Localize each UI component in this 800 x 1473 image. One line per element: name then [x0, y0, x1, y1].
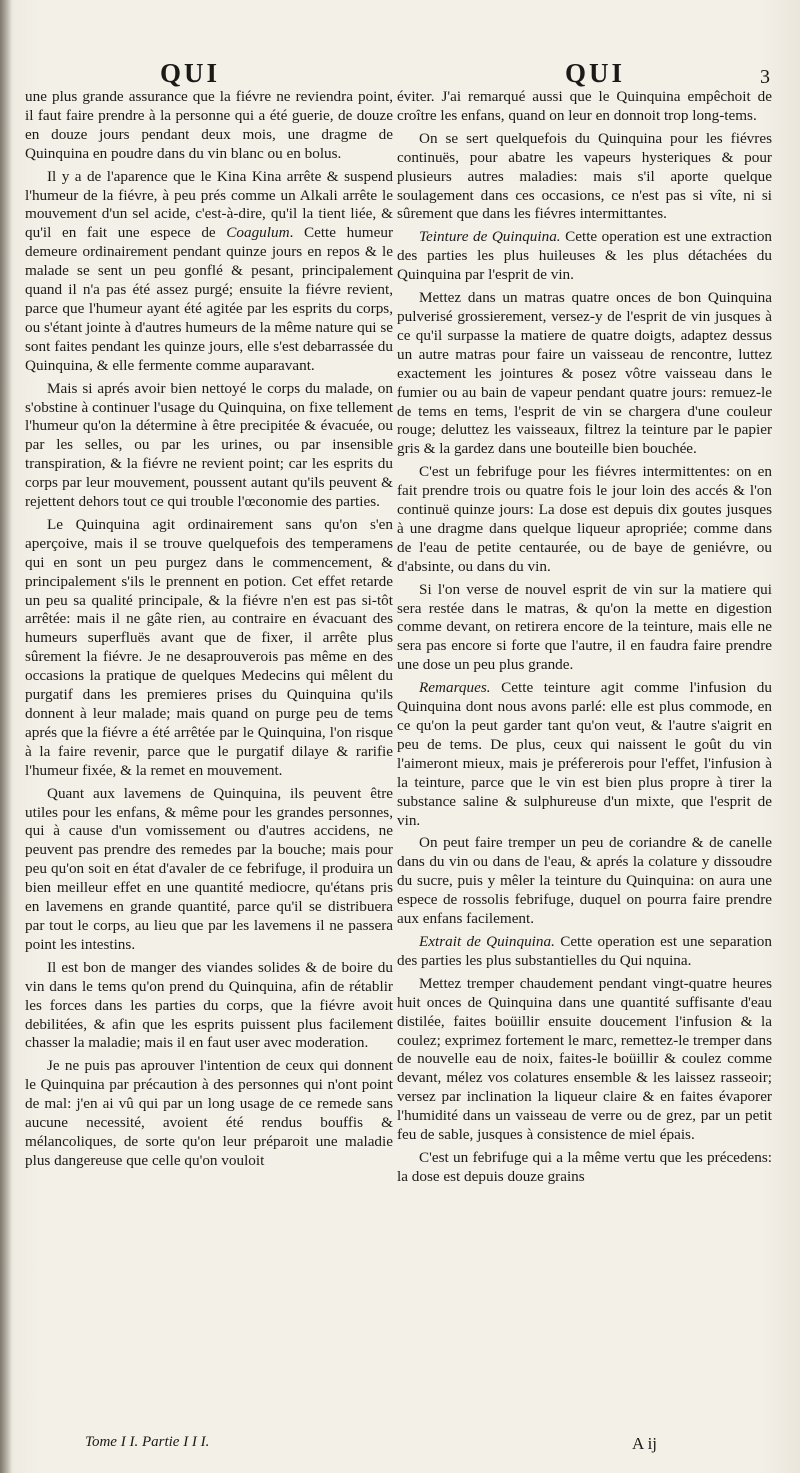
- paragraph: une plus grande assurance que la fiévre ne reviendra point, il faut faire prendre à la personne qui a été guerie, de douze en douze jours pendant deux mois, une dragme de Quinquina en poudre dans du vin blanc ou en bolus.: [25, 88, 393, 162]
- latin-term: Coagulum: [226, 224, 290, 242]
- right-column: [397, 88, 772, 1191]
- section-remarques: Remarques. Cette teinture agit comme l'infusion du Quinquina dont nous avons parlé: elle est plus commode, en ce qu'on la peut garder tant qu'on veut, & l'autre s'aigrit en peu de tems. De plus, ceux qui naissent le goût du vin l'aimeront mieux, mais je préfererois pour l'effet, l'infusion à la teinture, parce que le vin est bien plus propre à tirer la substance saline & sulphureuse d'un mixte, que l'esprit de vin.: [397, 679, 772, 829]
- section-teinture: Teinture de Quinquina. Cette operation est une extraction des parties les plus huileuses & les plus détachées du Quinquina par l'esprit de vin.: [397, 228, 773, 284]
- signature-mark: A ij: [632, 1434, 658, 1453]
- paragraph: éviter. J'ai remarqué aussi que le Quinquina empêchoit de croître les enfans, quand on leur en donnoit trop long-tems.: [397, 88, 772, 124]
- section-heading: Remarques.: [419, 679, 491, 697]
- gutter-shadow: [0, 0, 12, 1473]
- paragraph: Si l'on verse de nouvel esprit de vin sur la matiere qui sera restée dans le matras, & qu'on la mette en digestion comme devant, on retirera encore de la teinture, mais elle ne sera pas encore si forte que l'autre, il en faudra faire prendre une dose un peu plus grande.: [397, 580, 772, 674]
- running-head-right: QUI: [565, 58, 626, 88]
- paragraph: Quant aux lavemens de Quinquina, ils peuvent être utiles pour les enfans, & même pour les grandes personnes, qui à cause d'un vomissement ou d'autres accidens, ne peuvent pas prendre des remedes par la bouche; mais pour peu qu'on soit en état d'avaler de ce febrifuge, il produira un bien meilleur effet en une quantité mediocre, qu'étans pris en lavemens en grande quantité, parce qu'il se distribuera par tout le corps, au lieu que par les lavemens il ne passera point les intestins.: [25, 784, 393, 953]
- page-header: [0, 58, 800, 90]
- paragraph: Mettez dans un matras quatre onces de bon Quinquina pulverisé grossierement, versez-y de l'esprit de vin jusques à ce qu'il surpasse la matiere de quatre doigts, adaptez dessus un autre matras pour faire un vaisseau de rencontre, luttez exactement les jointures & posez vôtre vaisseau dans le fumier ou au bain de vapeur pendant quatre jours: remuez-le de tems en tems, l'esprit de vin se chargera d'une couleur rouge; deluttez les vaisseaux, filtrez la teinture par le papier gris & la gardez dans une bouteille bien bouchée.: [397, 289, 772, 458]
- paragraph: Mais si aprés avoir bien nettoyé le corps du malade, on s'obstine à continuer l'usage du Quinquina, on fixe tellement l'humeur qu'on la détermine à être precipitée & évacuée, ou par les selles, ou par les urines, ou par insensible transpiration, & la fiévre ne revient point; car les esprits du corps par leur mouvement, poussent autant qu'ils peuvent & rejettent dehors tout ce qui trouble l'œconomie des parties.: [25, 379, 393, 511]
- section-heading: Extrait de Quinquina.: [419, 932, 555, 950]
- page-number: 3: [760, 66, 770, 88]
- paragraph: Il y a de l'aparence que le Kina Kina arrête & suspend l'humeur de la fiévre, à peu prés comme un Alkali arrête le mouvement d'un sel acide, c'est-à-dire, qu'il la tient liée, & qu'il en fait une espece de Coagulum. Cette humeur demeure ordinairement pendant quinze jours en repos & le malade se sent un peu gonflé & pesant, principalement quand il n'a pas été assez purgé; ensuite la fiévre revient, parce que l'humeur ayant été agitée par les esprits du corps, ou s'étant jointe à d'autres humeurs de la même nature qui se sont faites pendant les quinze jours, elle s'est debarrassée du Quinquina, & elle fermente comme auparavant.: [25, 167, 393, 374]
- paragraph: Il est bon de manger des viandes solides & de boire du vin dans le tems qu'on prend du Quinquina, afin de rétablir les forces dans les parties du corps, que la fiévre avoit debilitées, & afin que les esprits puissent plus facilement chasser la maladie; mais il en faut user avec moderation.: [25, 958, 393, 1052]
- page-footer: [0, 1434, 800, 1458]
- paragraph: Je ne puis pas aprouver l'intention de ceux qui donnent le Quinquina par précaution à des personnes qui n'ont point de mal: j'en ai vû qui par un long usage de ce remede sans aucune necessité, avoient été rendus bouffis & mélancoliques, de sorte qu'on leur préparoit une maladie plus dangereuse que celle qu'on vouloit: [25, 1057, 393, 1169]
- section-heading: Teinture de Quinquina.: [419, 228, 561, 246]
- left-column: [25, 88, 393, 1175]
- paragraph: Le Quinquina agit ordinairement sans qu'on s'en aperçoive, mais il se trouve quelquefois des temperamens qui en sont un peu purgez dans le commencement, & principalement s'ils le prennent en potion. Cet effet retarde un peu sa qualité principale, & la fiévre n'en est pas si-tôt arrêtée: mais il ne gâte rien, au contraire en évacuant des humeurs superfluës avant que de fixer, il arrête plus sûrement la fiévre. Je ne desaprouverois pas même en des occasions la pratique de quelques Medecins qui mêlent du purgatif dans les premieres prises du Quinquina qu'ils donnent à leur malade; mais quand on purge peu de tems aprés que la fiévre a été arrêtée par le Quinquina, l'on risque à la faire revenir, parce que le purgatif dilaye & rarifie l'humeur fixée, & la remet en mouvement.: [25, 515, 393, 779]
- paragraph: Mettez tremper chaudement pendant vingt-quatre heures huit onces de Quinquina dans une quantité suffisante d'eau distilée, faites boüillir ensuite doucement l'infusion & la coulez; exprimez fortement le marc, remettez-le tremper dans de nouvelle eau de noix, faites-le boüillir & coulez comme devant, mélez vos colatures ensemble & les laissez rasseoir; versez par inclination la liqueur claire & en faites évaporer l'humidité dans un vaisseau de verre ou de grez, par un petit feu de sable, jusques à consistence de miel épais.: [397, 974, 772, 1144]
- paragraph: C'est un febrifuge pour les fiévres intermittentes: on en fait prendre trois ou quatre fois le jour loin des accés & l'on continuë quinze jours: La dose est depuis dix goutes jusques à une dragme dans quelque liqueur apropriée; comme dans de l'eau de petite centaurée, ou de baye de geniévre, ou d'absinte, ou dans du vin.: [397, 463, 772, 575]
- paragraph: On peut faire tremper un peu de coriandre & de canelle dans du vin ou dans de l'eau, & aprés la colature y dissoudre du sucre, puis y mêler la teinture du Quinquina: on aura une espece de rossolis febrifuge, duquel on pourra faire prendre aux enfans facilement.: [397, 834, 772, 928]
- volume-note: Tome I I. Partie I I I.: [85, 1434, 210, 1450]
- running-head-left: QUI: [160, 58, 221, 88]
- paragraph: C'est un febrifuge qui a la même vertu que les précedens: la dose est depuis douze grains: [397, 1148, 772, 1185]
- section-extrait: Extrait de Quinquina. Cette operation est une separation des parties les plus substantielles du Qui nquina.: [397, 932, 772, 969]
- paragraph: On se sert quelquefois du Quinquina pour les fiévres continuës, pour abatre les vapeurs hysteriques & pour plusieurs autres maladies: mais s'il aporte quelque soulagement dans ces occasions, ce n'est pas si vîte, ni si sûrement que dans les fiévres intermittantes.: [397, 129, 772, 223]
